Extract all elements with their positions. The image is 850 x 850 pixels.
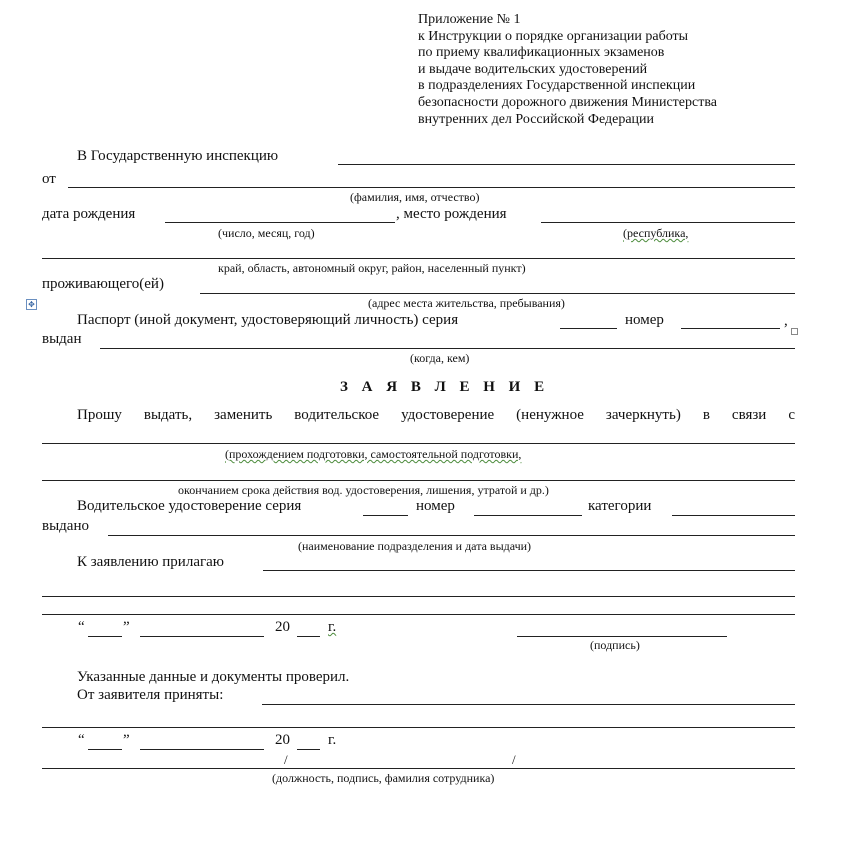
reason-field-2[interactable] bbox=[42, 480, 795, 481]
to-label: В Государственную инспекцию bbox=[77, 148, 279, 164]
quote-close: ” bbox=[123, 619, 130, 635]
license-series-field[interactable] bbox=[363, 515, 408, 516]
header-line: безопасности дорожного движения Министерства bbox=[418, 94, 717, 110]
address-field[interactable] bbox=[200, 293, 795, 294]
residing-label: проживающего(ей) bbox=[42, 276, 164, 292]
header-line: по приему квалификационных экзаменов bbox=[418, 45, 665, 61]
birthplace-field[interactable] bbox=[541, 222, 795, 223]
employee-field[interactable] bbox=[42, 768, 795, 769]
appendix-header bbox=[418, 12, 717, 128]
header-line: внутренних дел Российской Федерации bbox=[418, 111, 655, 127]
attach-label: К заявлению прилагаю bbox=[77, 554, 224, 570]
table-move-handle-icon[interactable]: ✥ bbox=[26, 299, 37, 310]
category-field[interactable] bbox=[672, 515, 795, 516]
day-field-2[interactable] bbox=[88, 749, 122, 750]
header-line: и выдаче водительских удостоверений bbox=[418, 61, 648, 77]
table-resize-handle-icon[interactable] bbox=[791, 328, 798, 335]
month-field-2[interactable] bbox=[140, 749, 264, 750]
year-suffix: г. bbox=[328, 619, 337, 635]
slash-1: / bbox=[284, 752, 288, 767]
license-number-label: номер bbox=[416, 498, 455, 514]
day-field[interactable] bbox=[88, 636, 122, 637]
birthplace-field-2[interactable] bbox=[42, 258, 795, 259]
header-line: в подразделениях Государственной инспекции bbox=[418, 78, 696, 94]
region-caption: край, область, автономный округ, район, населенный пункт) bbox=[218, 261, 526, 275]
quote-close-2: ” bbox=[123, 732, 130, 748]
signature-field[interactable] bbox=[517, 636, 727, 637]
fio-caption: (фамилия, имя, отчество) bbox=[350, 190, 480, 204]
document-title: З А Я В Л Е Н И Е bbox=[340, 379, 550, 395]
from-label: от bbox=[42, 171, 56, 187]
attach-field[interactable] bbox=[263, 570, 795, 571]
checked-text: Указанные данные и документы проверил. bbox=[77, 669, 350, 685]
issued-caption: (когда, кем) bbox=[410, 351, 470, 365]
birthplace-label: , место рождения bbox=[396, 206, 507, 222]
reason-caption-2: окончанием срока действия вод. удостоверения, лишения, утратой и др.) bbox=[178, 483, 549, 497]
dob-label: дата рождения bbox=[42, 206, 136, 222]
license-label: Водительское удостоверение серия bbox=[77, 498, 302, 514]
category-label: категории bbox=[588, 498, 652, 514]
received-label bbox=[77, 687, 223, 704]
fio-field[interactable] bbox=[68, 187, 795, 188]
attach-field-2[interactable] bbox=[42, 596, 795, 597]
inspection-field[interactable] bbox=[338, 164, 795, 165]
comma: , bbox=[784, 313, 788, 329]
header-line: к Инструкции о порядке организации работы bbox=[418, 28, 689, 44]
address-caption: (адрес места жительства, пребывания) bbox=[368, 296, 565, 310]
request-text bbox=[77, 407, 795, 424]
year-suffix-2: г. bbox=[328, 732, 337, 748]
dept-caption: (наименование подразделения и дата выдачи) bbox=[298, 539, 532, 553]
year-prefix: 20 bbox=[275, 619, 290, 635]
passport-series-field[interactable] bbox=[560, 328, 617, 329]
request-text-content: Прошу выдать, заменить водительское удостоверение (ненужное зачеркнуть) в связи с bbox=[77, 407, 795, 423]
year-field-2[interactable] bbox=[297, 749, 320, 750]
passport-number-field[interactable] bbox=[681, 328, 780, 329]
month-field[interactable] bbox=[140, 636, 264, 637]
dob-caption: (число, месяц, год) bbox=[218, 226, 315, 240]
year-prefix-2: 20 bbox=[275, 732, 290, 748]
header-line: Приложение № 1 bbox=[418, 12, 521, 27]
quote-open-2: “ bbox=[78, 732, 85, 748]
signature-caption: (подпись) bbox=[590, 638, 640, 652]
license-number-field[interactable] bbox=[474, 515, 582, 516]
received-field[interactable] bbox=[262, 704, 795, 705]
employee-caption: (должность, подпись, фамилия сотрудника) bbox=[272, 771, 495, 785]
reason-field[interactable] bbox=[42, 443, 795, 444]
received-label-text: От заявителя приняты: bbox=[77, 687, 224, 703]
received-field-2[interactable] bbox=[42, 727, 795, 728]
passport-number-label: номер bbox=[625, 312, 664, 328]
issued-label: выдан bbox=[42, 331, 82, 347]
issued-field[interactable] bbox=[100, 348, 795, 349]
dept-field[interactable] bbox=[108, 535, 795, 536]
quote-open: “ bbox=[78, 619, 85, 635]
dob-field[interactable] bbox=[165, 222, 395, 223]
slash-2: / bbox=[512, 752, 516, 767]
issued2-label: выдано bbox=[42, 518, 89, 534]
reason-caption-1: (прохождением подготовки, самостоятельной подготовки, bbox=[225, 447, 522, 461]
republic-caption: (республика, bbox=[623, 226, 689, 240]
year-field[interactable] bbox=[297, 636, 320, 637]
attach-field-3[interactable] bbox=[42, 614, 795, 615]
passport-label: Паспорт (иной документ, удостоверяющий личность) серия bbox=[77, 312, 459, 328]
